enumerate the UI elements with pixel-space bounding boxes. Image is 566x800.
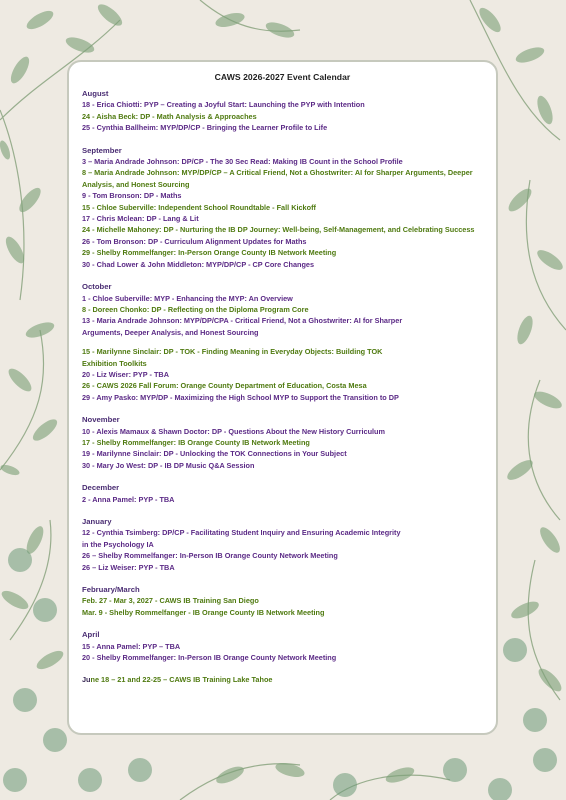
list-item: 29 - Amy Pasko: MYP/DP - Maximizing the High School MYP to Support the Transition to DP (82, 392, 399, 402)
list-item: 8 – Maria Andrade Johnson: MYP/DP/CP – A Critical Friend, Not a Ghostwriter: AI for Sharper Arguments, Deeper (82, 168, 473, 178)
list-item: 17 - Chris Mclean: DP - Lang & Lit (82, 214, 199, 224)
list-item: 24 - Aisha Beck: DP - Math Analysis & Approaches (82, 111, 257, 121)
list-item: Feb. 27 - Mar 3, 2027 - CAWS IB Training San Diego (82, 596, 259, 606)
list-item: Mar. 9 - Shelby Rommelfanger - IB Orange County IB Network Meeting (82, 607, 325, 617)
june-text: ne 18 – 21 and 22-25 – CAWS IB Training Lake Tahoe (90, 675, 273, 685)
calendar-card (67, 60, 498, 735)
month-heading-february-march: February/March (82, 585, 140, 595)
list-item: 30 - Mary Jo West: DP - IB DP Music Q&A Session (82, 460, 255, 470)
list-item: in the Psychology IA (82, 539, 154, 549)
list-item: 3 – Maria Andrade Johnson: DP/CP - The 30 Sec Read: Making IB Count in the School Profile (82, 157, 403, 167)
list-item: 2 - Anna Pamel: PYP - TBA (82, 494, 175, 504)
list-item: 25 - Cynthia Ballheim: MYP/DP/CP - Bringing the Learner Profile to Life (82, 123, 328, 133)
list-item: Arguments, Deeper Analysis, and Honest Sourcing (82, 327, 259, 337)
list-item: Analysis, and Honest Sourcing (82, 179, 190, 189)
june-event (82, 674, 483, 685)
list-item: 15 - Marilynne Sinclair: DP - TOK - Finding Meaning in Everyday Objects: Building TOK (82, 347, 383, 357)
list-item: 9 - Tom Bronson: DP - Maths (82, 191, 182, 201)
list-item: 30 - Chad Lower & John Middleton: MYP/DP/CP - CP Core Changes (82, 259, 315, 269)
list-item: 15 - Chloe Suberville: Independent School Roundtable - Fall Kickoff (82, 202, 316, 212)
list-item: 18 - Erica Chiotti: PYP – Creating a Joyful Start: Launching the PYP with Intention (82, 100, 365, 110)
list-item: 26 - Tom Bronson: DP - Curriculum Alignment Updates for Maths (82, 236, 307, 246)
list-item: 8 - Doreen Chonko: DP - Reflecting on the Diploma Program Core (82, 304, 309, 314)
list-item: 20 - Liz Wiser: PYP - TBA (82, 369, 169, 379)
list-item: 24 - Michelle Mahoney: DP - Nurturing the IB DP Journey: Well-being, Self-Management, and Celebrating Success (82, 225, 475, 235)
page-title: CAWS 2026-2027 Event Calendar (214, 72, 351, 82)
list-item: 26 – Shelby Rommelfanger: In-Person IB Orange County Network Meeting (82, 551, 338, 561)
month-heading-january: January (82, 517, 112, 526)
list-item: 13 - Maria Andrade Johnson: MYP/DP/CPA - Critical Friend, Not a Ghostwriter: AI for Sharper (82, 316, 403, 326)
month-heading-september: September (82, 145, 122, 155)
month-heading-october: October (82, 282, 112, 292)
list-item: 26 - CAWS 2026 Fall Forum: Orange County Department of Education, Costa Mesa (82, 381, 367, 391)
month-heading-august: August (82, 89, 109, 98)
list-item: Exhibition Toolkits (82, 358, 147, 368)
month-heading-november: November (82, 415, 120, 425)
list-item: 1 - Chloe Suberville: MYP - Enhancing the MYP: An Overview (82, 293, 293, 303)
list-item: 17 - Shelby Rommelfanger: IB Orange County IB Network Meeting (82, 437, 310, 447)
list-item: 26 – Liz Weiser: PYP - TBA (82, 562, 175, 572)
list-item: 15 - Anna Pamel: PYP – TBA (82, 641, 181, 651)
list-item: 20 - Shelby Rommelfanger: In-Person IB Orange County Network Meeting (82, 653, 337, 663)
month-heading-april: April (82, 630, 100, 640)
list-item: 10 - Alexis Mamaux & Shawn Doctor: DP - Questions About the New History Curriculum (82, 426, 386, 436)
june-prefix: Ju (82, 675, 91, 685)
list-item: 19 - Marilynne Sinclair: DP - Unlocking the TOK Connections in Your Subject (82, 449, 347, 459)
list-item: 12 - Cynthia Tsimberg: DP/CP - Facilitating Student Inquiry and Ensuring Academic Integrity (82, 528, 401, 538)
month-heading-december: December (82, 483, 120, 493)
list-item: 29 - Shelby Rommelfanger: In-Person Orange County IB Network Meeting (82, 248, 337, 258)
